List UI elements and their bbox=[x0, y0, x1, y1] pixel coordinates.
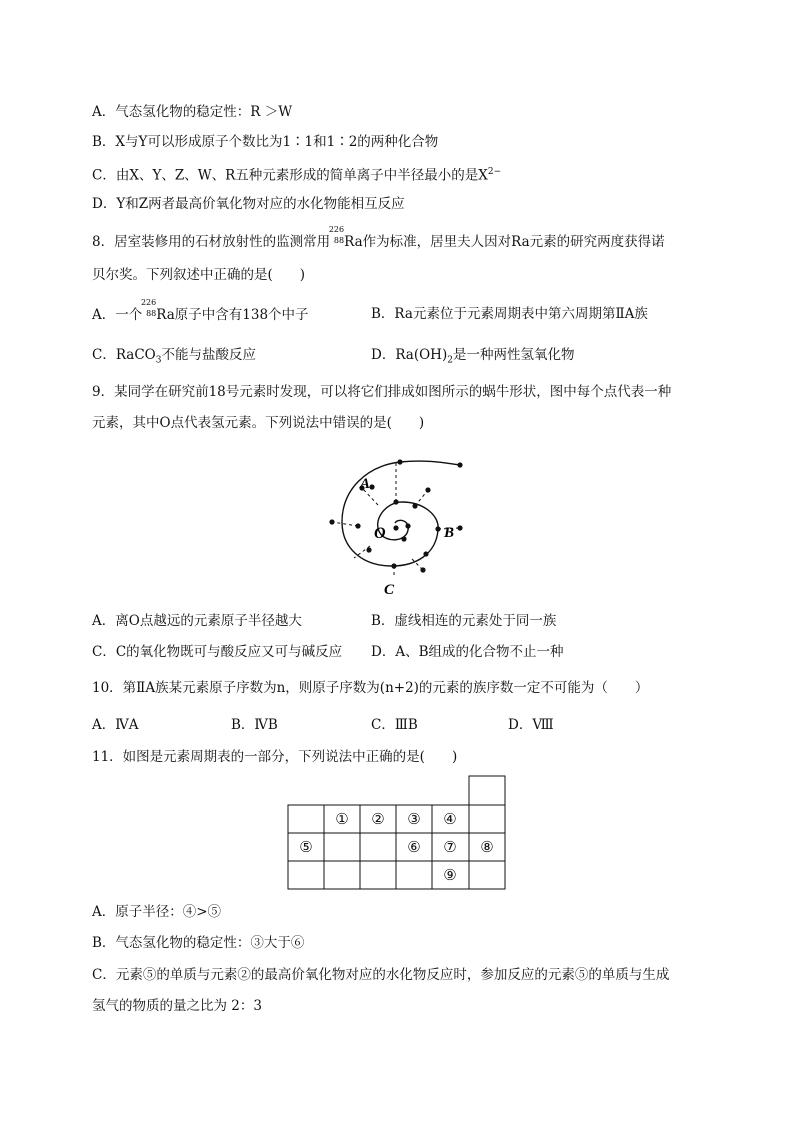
q8-option-d bbox=[371, 346, 574, 370]
cell-4: ④ bbox=[443, 810, 457, 828]
q10-option-a: A．ⅣA bbox=[92, 717, 139, 733]
label-a: A bbox=[360, 476, 371, 492]
q8-option-d-pre: D．Ra(OH) bbox=[371, 347, 448, 363]
cell-1: ① bbox=[335, 810, 349, 828]
q7-option-a: A．气态氢化物的稳定性：R ＞W bbox=[92, 104, 293, 120]
q11-option-c-line2: 氢气的物质的量之比为 2：3 bbox=[92, 998, 262, 1014]
cell-6: ⑥ bbox=[407, 838, 421, 856]
q8-option-a-pre: A．一个 bbox=[92, 307, 143, 323]
q7-option-b: B．X与Y可以形成原子个数比为1∶1和1∶2的两种化合物 bbox=[92, 134, 439, 150]
cell-2: ② bbox=[371, 810, 385, 828]
q11-option-a: A．原子半径：④>⑤ bbox=[92, 904, 222, 920]
cell-7: ⑦ bbox=[443, 838, 457, 856]
element-symbol: Ra bbox=[344, 234, 363, 250]
q8-option-a bbox=[92, 298, 309, 324]
q11-option-c-line1: C．元素⑤的单质与元素②的最高价氧化物对应的水化物反应时，参加反应的元素⑤的单质与生成 bbox=[92, 967, 670, 983]
q10-stem: 10．第ⅡA族某元素原子序数为n，则原子序数为(n+2)的元素的族序数一定不可能为（ ） bbox=[92, 680, 649, 696]
cell-8: ⑧ bbox=[480, 838, 494, 856]
label-c: C bbox=[384, 582, 395, 598]
mass-number: 226 bbox=[140, 298, 157, 307]
snail-diagram bbox=[320, 450, 470, 600]
q9-stem-line1: 9．某同学在研究前18号元素时发现，可以将它们排成如图所示的蜗牛形状，图中每个点代表一种 bbox=[92, 384, 672, 400]
atomic-number: 88 bbox=[333, 236, 345, 245]
ion-charge: 2− bbox=[487, 167, 502, 177]
periodic-table-fragment bbox=[286, 775, 508, 891]
cell-3: ③ bbox=[407, 810, 421, 828]
q8-stem-text: 8．居室装修用的石材放射性的监测常用 bbox=[92, 234, 331, 250]
q7-option-c-text: C．由X、Y、Z、W、R五种元素形成的简单离子中半径最小的是X bbox=[92, 167, 488, 184]
q7-option-c bbox=[92, 163, 501, 185]
q9-option-c: C．C的氧化物既可与酸反应又可与碱反应 bbox=[92, 644, 343, 660]
nuclide-notation bbox=[328, 225, 345, 248]
q9-option-a: A．离O点越远的元素原子半径越大 bbox=[92, 613, 302, 629]
q11-stem: 11．如图是元素周期表的一部分，下列说法中正确的是( ) bbox=[92, 749, 458, 765]
q10-option-d: D．Ⅷ bbox=[508, 717, 554, 733]
q8-option-c bbox=[92, 346, 256, 370]
q8-option-c-pre: C．RaCO bbox=[92, 347, 156, 363]
q8-stem-line2: 贝尔奖。下列叙述中正确的是( ) bbox=[92, 267, 306, 283]
q8-option-d-post: 是一种两性氢氧化物 bbox=[452, 347, 575, 363]
cell-5: ⑤ bbox=[299, 838, 313, 856]
q8-stem-line1 bbox=[92, 225, 665, 251]
label-b: B bbox=[444, 525, 455, 541]
q10-option-b: B．ⅣB bbox=[231, 717, 278, 733]
atomic-number: 88 bbox=[146, 309, 157, 318]
q8-option-b: B．Ra元素位于元素周期表中第六周期第ⅡA族 bbox=[371, 306, 648, 322]
q7-option-d: D．Y和Z两者最高价氧化物对应的水化物能相互反应 bbox=[92, 196, 405, 212]
nuclide-notation bbox=[140, 298, 157, 321]
label-o: O bbox=[374, 525, 386, 542]
subscript: 2 bbox=[447, 355, 453, 366]
subscript: 3 bbox=[155, 355, 162, 366]
q8-option-a-post: 原子中含有138个中子 bbox=[174, 307, 309, 323]
q9-option-b: B．虚线相连的元素处于同一族 bbox=[371, 613, 557, 629]
q11-option-b: B．气态氢化物的稳定性：③大于⑥ bbox=[92, 935, 305, 951]
q8-stem-text-post: 作为标准，居里夫人因对Ra元素的研究两度获得诺 bbox=[362, 234, 665, 250]
element-symbol: Ra bbox=[156, 307, 175, 323]
q9-option-d: D．A、B组成的化合物不止一种 bbox=[371, 644, 564, 660]
q10-option-c: C．ⅢB bbox=[371, 717, 418, 733]
q9-stem-line2: 元素，其中O点代表氢元素。下列说法中错误的是( ) bbox=[92, 415, 425, 431]
q8-option-c-post: 不能与盐酸反应 bbox=[161, 347, 256, 363]
mass-number: 226 bbox=[328, 225, 345, 234]
cell-9: ⑨ bbox=[443, 866, 457, 884]
group-dashed-lines bbox=[332, 462, 460, 578]
